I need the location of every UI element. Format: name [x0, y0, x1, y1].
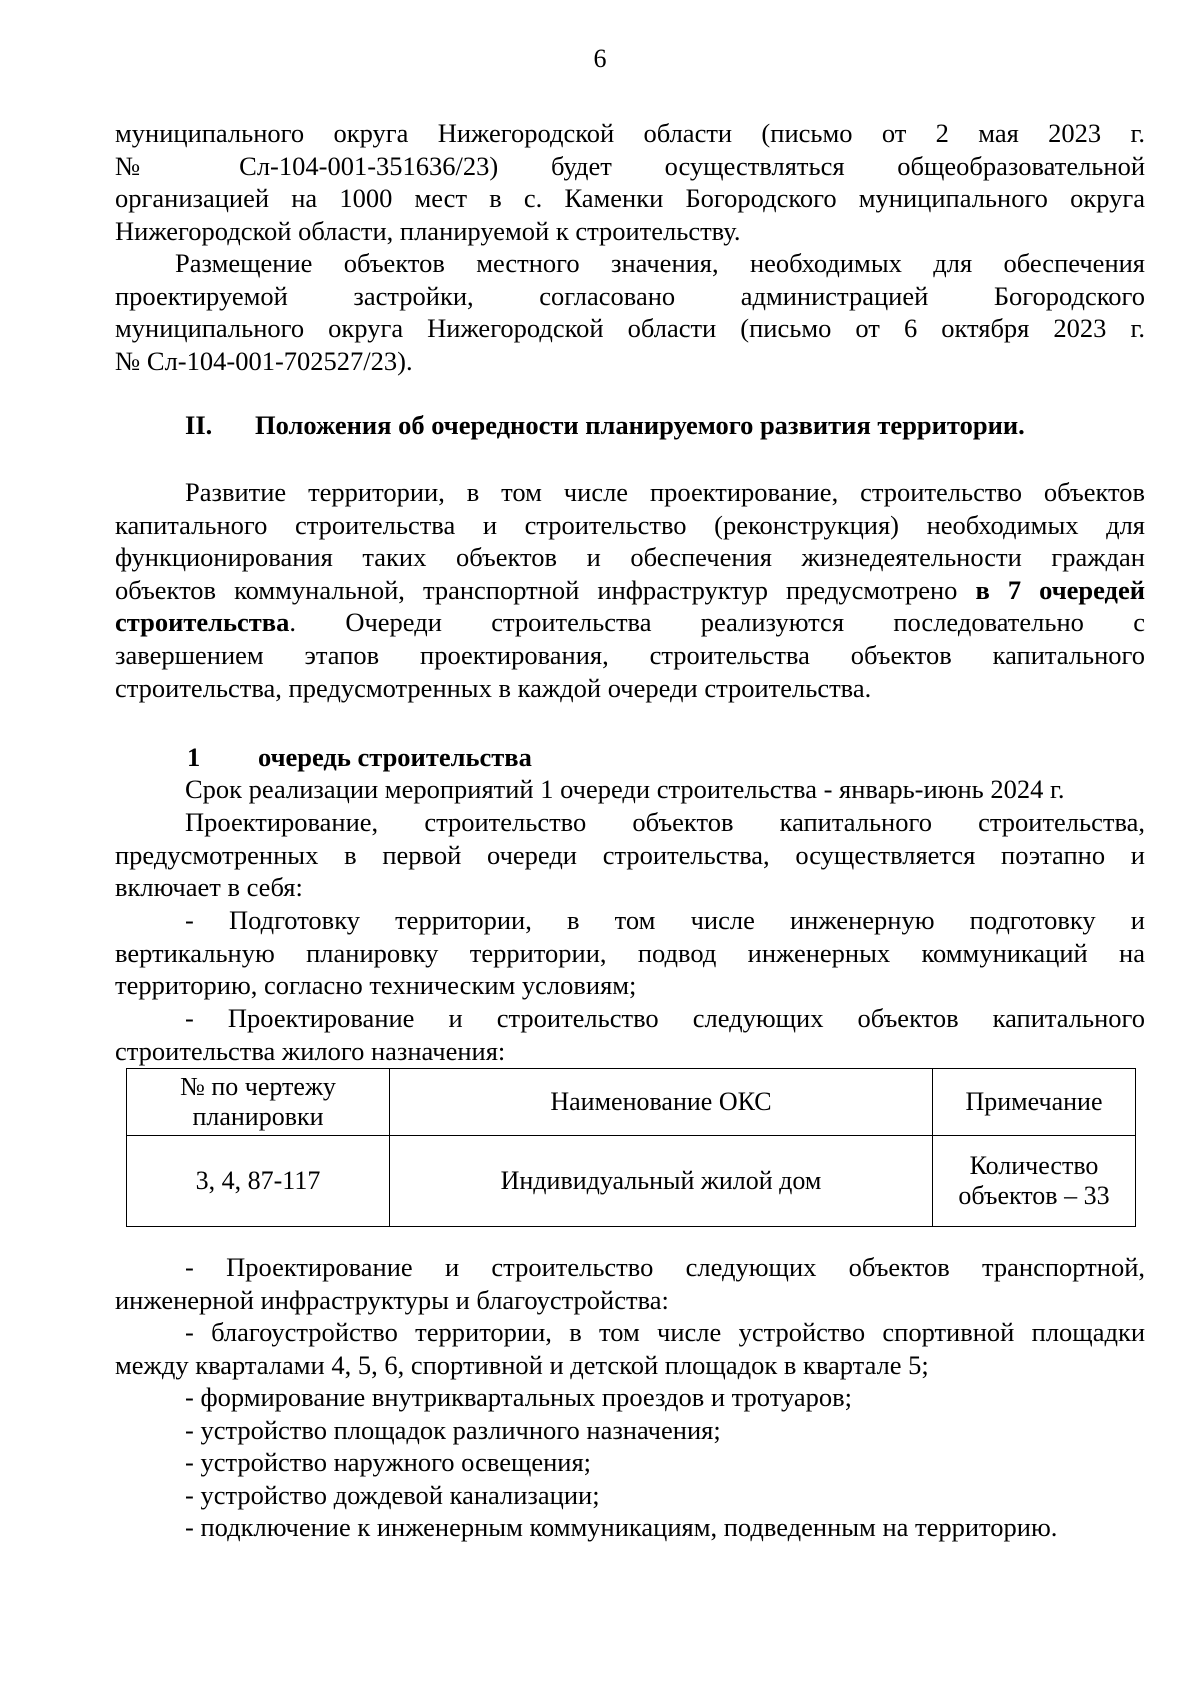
text-bold: в 7 очередей: [975, 574, 1145, 605]
text-line: - Подготовку территории, в том числе инженерную подготовку и: [185, 905, 1145, 935]
table-cell: Индивидуальный жилой дом: [390, 1136, 933, 1227]
list-item: - устройство дождевой канализации;: [185, 1479, 600, 1510]
text-line: строительства жилого назначения:: [115, 1035, 506, 1066]
table-cell: 3, 4, 87-117: [127, 1136, 390, 1227]
table-row: [127, 1136, 1136, 1227]
stage-number: 1: [187, 742, 201, 772]
oks-table: [126, 1068, 1136, 1227]
stage1-landscaping-paragraph: [115, 1316, 1145, 1381]
text-line: вертикальную планировку территории, подвод инженерных коммуникаций на: [115, 937, 1145, 968]
text-line: включает в себя:: [115, 872, 303, 903]
text-line: Развитие территории, в том числе проектирование, строительство объектов: [185, 477, 1145, 507]
intro-paragraph-2: [115, 247, 1145, 377]
table-header-cell: Примечание: [933, 1069, 1136, 1136]
text-line: [115, 606, 1145, 639]
text-line: строительства, предусмотренных в каждой очереди строительства.: [115, 672, 872, 703]
stage-title: очередь строительства: [258, 742, 532, 772]
text-line: завершением этапов проектирования, строительства объектов капитального: [115, 639, 1145, 670]
text-line: инженерной инфраструктуры и благоустройства:: [115, 1284, 669, 1315]
table-header-row: [127, 1069, 1136, 1136]
intro-paragraph-1: [115, 117, 1145, 247]
text-normal: объектов коммунальной, транспортной инфраструктур предусмотрено: [115, 574, 976, 605]
text-line: между кварталами 4, 5, 6, спортивной и детской площадок в квартале 5;: [115, 1349, 929, 1380]
list-item: - подключение к инженерным коммуникациям, подведенным на территорию.: [185, 1512, 1058, 1543]
text-line: [115, 574, 1145, 607]
section-title: Положения об очередности планируемого развития территории.: [255, 410, 1025, 440]
list-item: - устройство наружного освещения;: [185, 1447, 592, 1478]
stage1-residential-paragraph: [115, 1002, 1145, 1067]
stage1-infra-paragraph: [115, 1251, 1145, 1316]
stage1-prep-paragraph: [115, 904, 1145, 1002]
text-line: Проектирование, строительство объектов капитального строительства,: [185, 807, 1145, 837]
text-bold: строительства: [115, 607, 290, 638]
page-number: 6: [593, 44, 607, 73]
text-line: муниципального округа Нижегородской области (письмо от 2 мая 2023 г.: [115, 118, 1145, 148]
text-line: организацией на 1000 мест в с. Каменки Богородского муниципального округа: [115, 183, 1145, 214]
list-item: - формирование внутриквартальных проездов и тротуаров;: [185, 1382, 852, 1412]
text-line: - благоустройство территории, в том числе устройство спортивной площадки: [185, 1317, 1145, 1347]
text-line: - Проектирование и строительство следующих объектов транспортной,: [185, 1252, 1145, 1282]
text-line: № Сл-104-001-351636/23) будет осуществляться общеобразовательной: [115, 150, 1145, 181]
text-line: капитального строительства и строительство (реконструкция) необходимых для: [115, 509, 1145, 540]
stage1-design-paragraph: [115, 806, 1145, 904]
table-header-cell: № по чертежу планировки: [127, 1069, 390, 1136]
table-cell: Количество объектов – 33: [933, 1136, 1136, 1227]
text-line: территорию, согласно техническим условиям;: [115, 970, 637, 1001]
stage1-item-list: [115, 1381, 1145, 1544]
table-header-cell: Наименование ОКС: [390, 1069, 933, 1136]
list-item: - устройство площадок различного назначения;: [185, 1414, 721, 1445]
text-line: муниципального округа Нижегородской области (письмо от 6 октября 2023 г.: [115, 313, 1145, 344]
text-normal: . Очереди строительства реализуются последовательно с: [289, 607, 1145, 638]
text-line: Размещение объектов местного значения, необходимых для обеспечения: [175, 248, 1145, 278]
section-number: II.: [185, 410, 213, 440]
section2-paragraph: [115, 476, 1145, 704]
text-line: Срок реализации мероприятий 1 очереди строительства - январь-июнь 2024 г.: [185, 774, 1065, 804]
text-line: Нижегородской области, планируемой к строительству.: [115, 215, 741, 246]
text-line: функционирования таких объектов и обеспечения жизнедеятельности граждан: [115, 542, 1145, 573]
text-line: проектируемой застройки, согласовано администрацией Богородского: [115, 280, 1145, 311]
text-line: № Сл-104-001-702527/23).: [115, 345, 413, 376]
stage1-term: [115, 773, 1145, 806]
text-line: предусмотренных в первой очереди строительства, осуществляется поэтапно и: [115, 839, 1145, 870]
text-line: - Проектирование и строительство следующих объектов капитального: [185, 1003, 1145, 1033]
